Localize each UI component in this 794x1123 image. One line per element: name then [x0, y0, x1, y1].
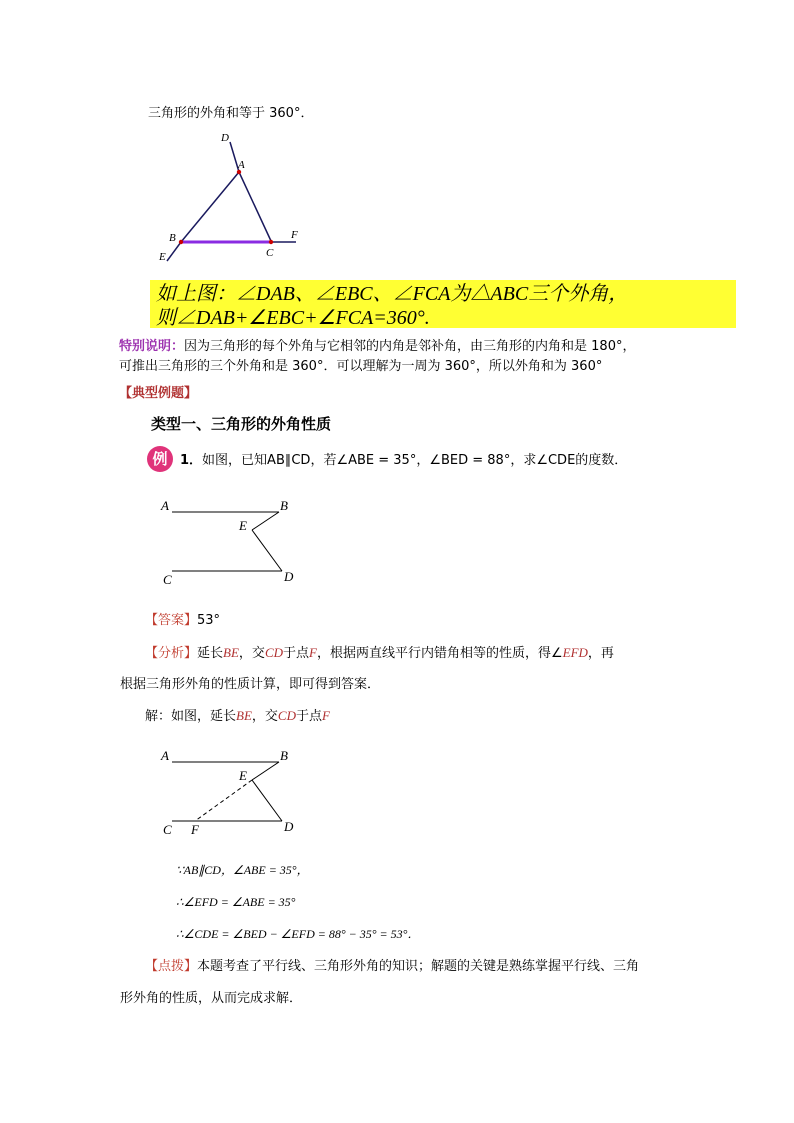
comment-tag: 【点拨】 — [145, 959, 198, 974]
figure-2 — [155, 495, 305, 590]
example-number: 1． — [180, 453, 203, 468]
label-b: B — [280, 498, 288, 513]
comment-text-1: 本题考查了平行线、三角形外角的知识；解题的关键是熟练掌握平行线、三角 — [197, 959, 640, 974]
label-d: D — [284, 569, 294, 584]
point-b — [179, 240, 183, 244]
analysis-text-c: 于点 — [283, 646, 310, 661]
comment-line-1 — [145, 958, 639, 976]
solution-text-a: 解：如图，延长 — [145, 709, 237, 724]
analysis-text-e: ，再 — [587, 646, 614, 661]
solution-f: F — [322, 708, 330, 723]
analysis-line-1 — [145, 644, 614, 663]
answer-tag: 【答案】 — [145, 613, 198, 628]
step-1: ∵AB∥CD，∠ABE = 35°， — [176, 863, 309, 877]
special-note-label: 特别说明： — [119, 339, 185, 354]
type-title: 类型一、三角形的外角性质 — [151, 415, 332, 433]
label-a: A — [161, 498, 169, 513]
step-3: ∴∠CDE = ∠BED − ∠EFD = 88° − 35° = 53°． — [176, 927, 420, 941]
figure-3 — [155, 745, 305, 840]
solution-cd: CD — [277, 708, 296, 723]
line-be — [252, 512, 279, 530]
answer-line — [145, 612, 220, 630]
label-a: A — [238, 159, 245, 171]
label-d: D — [221, 132, 229, 144]
label-c: C — [163, 822, 172, 837]
label-a: A — [161, 748, 169, 763]
solution-text-c: 于点 — [295, 709, 322, 724]
dashed-line-ef — [195, 780, 252, 821]
analysis-cd: CD — [264, 645, 283, 660]
line-ac — [239, 172, 271, 241]
solution-line — [145, 707, 330, 726]
point-c — [269, 240, 273, 244]
line-be — [252, 762, 279, 780]
solution-be: BE — [236, 708, 252, 723]
highlight-line-2: 则∠DAB+∠EBC+∠FCA=360°. — [156, 307, 430, 329]
analysis-text-b: ，交 — [238, 646, 265, 661]
special-note-text-1: 因为三角形的每个外角与它相邻的内角是邻补角，由三角形的内角和是 180°， — [184, 339, 636, 354]
analysis-line-2: 根据三角形外角的性质计算，即可得到答案． — [120, 677, 381, 692]
line-ed — [252, 530, 282, 571]
comment-line-2: 形外角的性质，从而完成求解． — [120, 991, 303, 1006]
label-f: F — [291, 229, 298, 241]
analysis-efd: EFD — [562, 645, 588, 660]
label-e: E — [239, 768, 247, 783]
analysis-tag: 【分析】 — [145, 646, 198, 661]
intro-text: 三角形的外角和等于 360°． — [148, 106, 314, 121]
label-e: E — [239, 518, 247, 533]
answer-value: 53° — [197, 613, 221, 628]
analysis-text-a: 延长 — [197, 646, 224, 661]
label-b: B — [280, 748, 288, 763]
example-badge: 例 — [147, 446, 173, 472]
special-note-line-1 — [119, 338, 635, 356]
label-b: B — [169, 232, 176, 244]
label-c: C — [163, 572, 172, 587]
label-d: D — [284, 819, 294, 834]
line-ab — [181, 172, 239, 242]
label-e: E — [159, 251, 166, 263]
example-text: 如图，已知AB∥CD，若∠ABE = 35°，∠BED = 88°，求∠CDE的度数． — [202, 453, 628, 468]
line-ed — [252, 780, 282, 821]
special-note-line-2: 可推出三角形的三个外角和是 360°．可以理解为一周为 360°，所以外角和为 360° — [119, 359, 603, 374]
line-be — [167, 242, 181, 261]
analysis-text-d: ，根据两直线平行内错角相等的性质，得∠ — [316, 646, 563, 661]
example-question — [180, 452, 627, 470]
triangle-figure — [150, 128, 320, 268]
solution-text-b: ，交 — [251, 709, 278, 724]
highlight-box — [150, 280, 736, 328]
examples-header: 【典型例题】 — [119, 386, 198, 401]
label-c: C — [266, 247, 274, 259]
highlight-line-1: 如上图：∠DAB、∠EBC、∠FCA为△ABC三个外角， — [156, 283, 629, 305]
analysis-be: BE — [223, 645, 239, 660]
step-2: ∴∠EFD = ∠ABE = 35° — [176, 895, 296, 909]
analysis-f: F — [309, 645, 317, 660]
label-f: F — [191, 822, 199, 837]
